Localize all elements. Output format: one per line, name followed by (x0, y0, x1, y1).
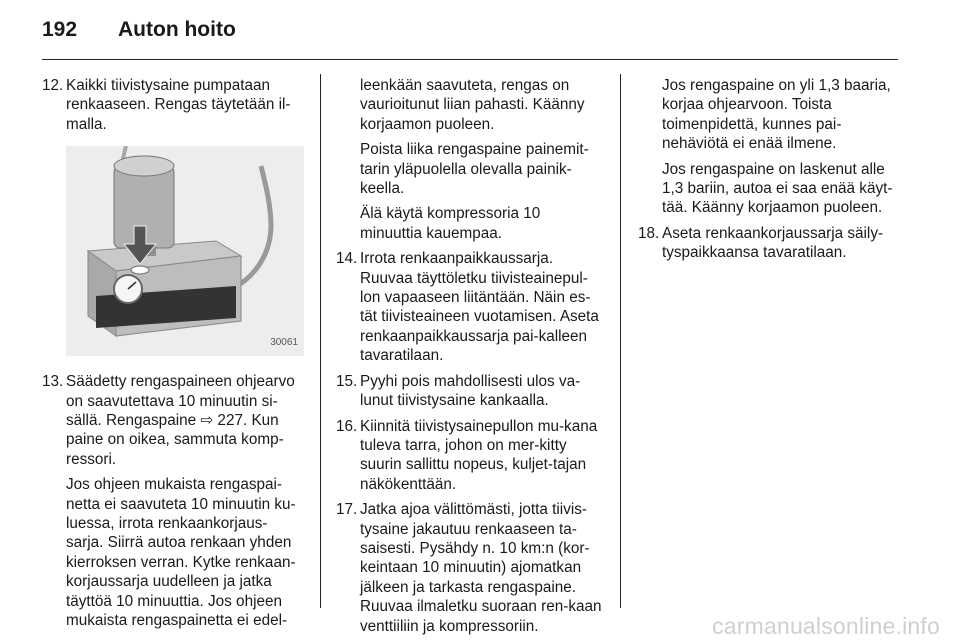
step-text: Kaikki tiivistysaine pumpataan renkaaseen. Rengas täytetään il-malla. (66, 77, 291, 133)
step-text: Jatka ajoa välittömästi, jotta tiivis-tysaine jakautuu renkaaseen ta-saisesti. Pysähdy n. 10 km:n (kor-keintaan 10 minuutin) ajomatkan jälkeen ja tarkasta rengaspaine. Ruuvaa ilmaletku suoraan ren-kaan venttiiliin ja kompressoriin. (360, 501, 602, 635)
column-1 (42, 76, 304, 631)
repair-kit-figure (66, 146, 304, 356)
compressor-warning-text: Älä käytä kompressoria 10 minuuttia kauempaa. (360, 205, 541, 242)
step-number: 13. (42, 373, 64, 391)
pressure-under-text: Jos rengaspaine on laskenut alle 1,3 bariin, autoa ei saa enää käyt-tää. Käänny korjaamon puoleen. (662, 160, 893, 217)
step-16 (336, 417, 604, 495)
column-divider-right (620, 74, 621, 608)
compressor-illustration (66, 146, 304, 356)
step-17 (336, 500, 604, 636)
figure-id: 30061 (270, 336, 298, 348)
column-3 (638, 76, 900, 263)
step-text: Irrota renkaanpaikkaussarja. Ruuvaa täyttöletku tiivisteainepul-lon vapaaseen liitäntään. Näin es-tät tiivisteaineen vuotamisen. Aseta renkaanpaikkaussarja pai-kalleen tavaratilaan. (360, 250, 599, 365)
step-14 (336, 249, 604, 365)
column-2 (336, 76, 604, 636)
column-divider-left (320, 74, 321, 608)
step-number: 14. (336, 250, 358, 268)
step-number: 15. (336, 372, 358, 390)
site-watermark: carmanualsonline.info (712, 613, 940, 639)
step-number: 17. (336, 501, 358, 519)
step-15 (336, 372, 604, 411)
page-title: Auton hoito (118, 18, 236, 41)
step-number: 18. (638, 224, 660, 242)
page-header (42, 10, 236, 50)
continued-text: leenkään saavuteta, rengas on vaurioitunut liian pahasti. Käänny korjaamon puoleen. (360, 77, 585, 133)
step-number: 12. (42, 77, 64, 94)
header-rule (42, 59, 898, 60)
pressure-release-text: Poista liika rengaspaine painemit-tarin yläpuolella olevalla painik-keella. (360, 141, 589, 198)
step-18 (638, 224, 900, 263)
step-13 (42, 372, 304, 469)
pressure-over-text: Jos rengaspaine on yli 1,3 baaria, korjaa ohjearvoon. Toista toimenpidettä, kunnes pai-nehäviötä ei enää ilmene. (662, 77, 891, 153)
step-text: Pyyhi pois mahdollisesti ulos va-lunut tiivistysaine kankaalla. (360, 372, 581, 410)
step-12 (42, 76, 304, 134)
step-number: 16. (336, 417, 358, 435)
page-number: 192 (42, 18, 78, 41)
step-13-note: Jos ohjeen mukaista rengaspai-netta ei saavuteta 10 minuutin ku-luessa, irrota renkaankorjaus-sarja. Siirrä autoa renkaan yhden kierroksen verran. Kytke renkaan-korjaussarja uudelleen ja jatka täyttöä 10 minuuttia. Jos ohjeen mukaista rengaspainetta ei edel- (66, 476, 296, 630)
step-text: Säädetty rengaspaineen ohjearvo on saavutettava 10 minuutin si-sällä. Rengaspaine ⇨ 227. Kun paine on oikea, sammuta komp-ressori. (66, 373, 295, 468)
step-text: Aseta renkaankorjaussarja säily-tyspaikkaansa tavaratilaan. (662, 224, 884, 262)
step-text: Kiinnitä tiivistysainepullon mu-kana tuleva tarra, johon on mer-kitty suurin sallittu nopeus, kuljet-tajan näkökenttään. (360, 417, 598, 493)
